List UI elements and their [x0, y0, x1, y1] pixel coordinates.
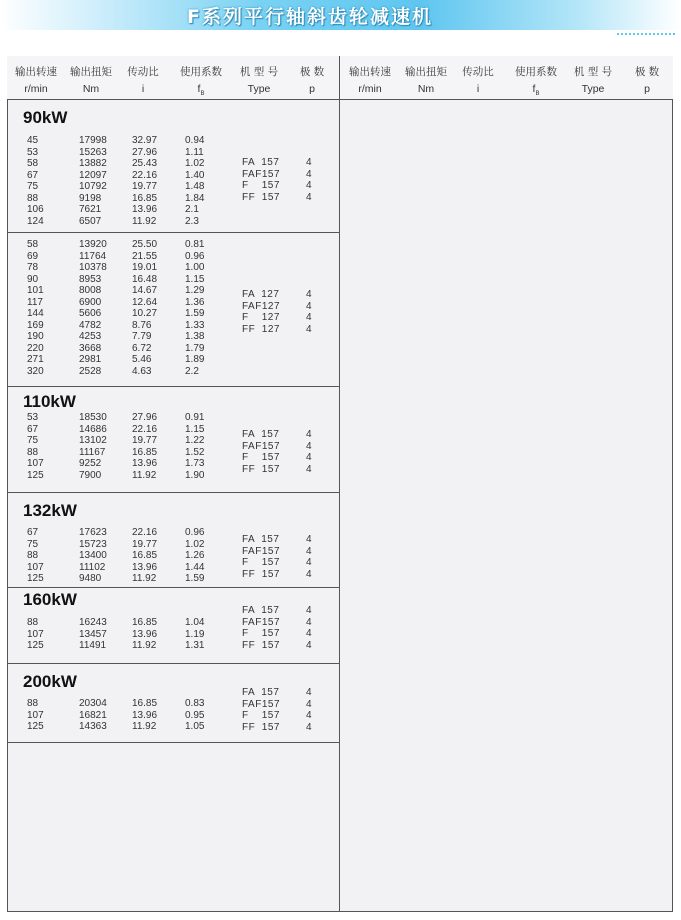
output-torque-cell: 9198: [79, 192, 102, 204]
pole-count-cell: 4: [306, 605, 312, 616]
header-cn-left-0: 输出转速: [15, 66, 57, 78]
output-torque-cell: 15723: [79, 538, 107, 550]
ratio-cell: 22.16: [132, 423, 158, 435]
output-torque-cell: 13920: [79, 239, 107, 250]
ratio-cell: 16.85: [132, 698, 158, 709]
service-factor-cell: 1.79: [185, 342, 205, 354]
model-row: [7, 169, 339, 181]
header-sub-right-3: B: [535, 91, 540, 98]
pole-count-cell: 4: [306, 568, 312, 580]
model-row: [7, 699, 339, 711]
model-row: [7, 157, 339, 169]
model-type-cell: FAF157: [242, 698, 281, 710]
output-speed-cell: 88: [27, 446, 39, 458]
output-speed-cell: 220: [27, 342, 44, 354]
output-speed-cell: 107: [27, 709, 44, 721]
ratio-cell: 13.96: [132, 458, 158, 469]
pole-count-cell: 4: [306, 698, 312, 710]
header-cn-left-2: 传动比: [127, 66, 159, 78]
model-row: [7, 628, 339, 640]
service-factor-cell: 1.73: [185, 458, 205, 469]
output-speed-cell: 53: [27, 146, 39, 158]
output-torque-cell: 9252: [79, 458, 102, 469]
output-torque-cell: 7900: [79, 469, 102, 481]
service-factor-cell: 1.52: [185, 446, 205, 458]
ratio-cell: 6.72: [132, 342, 152, 354]
output-torque-cell: 20304: [79, 698, 107, 709]
output-torque-cell: 16821: [79, 709, 107, 721]
model-type-cell: F 157: [242, 628, 280, 639]
service-factor-cell: 1.38: [185, 331, 205, 342]
power-rating: 110kW: [23, 392, 76, 411]
output-torque-cell: 12097: [79, 169, 107, 181]
ratio-cell: 13.96: [132, 628, 158, 640]
model-type-cell: FA 157: [242, 429, 280, 440]
model-type-cell: FF 127: [242, 323, 280, 335]
header-cn-left-4: 机 型 号: [239, 66, 279, 78]
model-type-cell: FAF157: [242, 616, 281, 628]
ratio-cell: 16.85: [132, 446, 158, 458]
service-factor-cell: 2.2: [185, 365, 199, 377]
ratio-cell: 16.48: [132, 273, 158, 285]
model-type-cell: FA 157: [242, 534, 280, 545]
service-factor-cell: 0.94: [185, 135, 205, 146]
output-speed-cell: 58: [27, 158, 39, 169]
power-rating: 200kW: [23, 672, 77, 691]
model-type-cell: FF 157: [242, 639, 280, 651]
model-type-cell: FF 157: [242, 568, 280, 580]
header-en-right-1: Nm: [417, 83, 435, 95]
output-torque-cell: 2528: [79, 365, 102, 377]
model-row: [7, 464, 339, 476]
output-speed-cell: 67: [27, 423, 39, 435]
service-factor-cell: 0.91: [185, 412, 205, 423]
ratio-cell: 14.67: [132, 285, 158, 296]
power-block: [7, 588, 339, 664]
model-type-cell: F 157: [242, 557, 280, 568]
ratio-cell: 21.55: [132, 250, 158, 262]
model-row: [7, 687, 339, 699]
output-speed-cell: 125: [27, 469, 44, 481]
model-row: [7, 301, 339, 313]
model-type-cell: FF 157: [242, 191, 280, 203]
table-column-divider: [339, 56, 340, 912]
output-speed-cell: 320: [27, 365, 44, 377]
ratio-cell: 25.43: [132, 158, 158, 169]
model-type-cell: F 157: [242, 180, 280, 191]
ratio-cell: 11.92: [132, 573, 157, 584]
output-torque-cell: 7621: [79, 204, 102, 215]
power-block: [7, 664, 339, 743]
ratio-cell: 27.96: [132, 146, 158, 158]
pole-count-cell: 4: [306, 312, 312, 323]
output-speed-cell: 78: [27, 262, 39, 273]
output-speed-cell: 67: [27, 527, 39, 538]
output-speed-cell: 45: [27, 135, 39, 146]
service-factor-cell: 1.59: [185, 573, 205, 584]
service-factor-cell: 1.84: [185, 192, 205, 204]
ratio-cell: 16.85: [132, 192, 158, 204]
power-rating: 132kW: [23, 501, 77, 520]
output-speed-cell: 67: [27, 169, 39, 181]
header-en-left-2: i: [141, 83, 145, 95]
model-type-cell: FAF157: [242, 440, 281, 452]
model-row: [7, 312, 339, 324]
output-speed-cell: 107: [27, 458, 44, 469]
model-row: [7, 324, 339, 336]
output-torque-cell: 15263: [79, 146, 107, 158]
output-speed-cell: 69: [27, 250, 39, 262]
pole-count-cell: 4: [306, 721, 312, 733]
output-speed-cell: 107: [27, 561, 44, 573]
header-en-left-4: Type: [247, 83, 271, 95]
service-factor-cell: 1.44: [185, 561, 205, 573]
ratio-cell: 8.76: [132, 319, 152, 331]
output-torque-cell: 16243: [79, 617, 107, 628]
service-factor-cell: 1.19: [185, 628, 205, 640]
service-factor-cell: 1.90: [185, 469, 205, 481]
table-header-right: [340, 56, 673, 100]
header-en-left-1: Nm: [82, 83, 100, 95]
model-row: [7, 180, 339, 192]
service-factor-cell: 1.31: [185, 640, 205, 651]
output-speed-cell: 125: [27, 573, 44, 584]
ratio-cell: 25.50: [132, 239, 158, 250]
power-rating: 160kW: [23, 590, 77, 609]
header-en-right-3: $f_B$: [532, 83, 540, 98]
page-title: F系列平行轴斜齿轮减速机: [187, 6, 433, 28]
output-speed-cell: 88: [27, 698, 39, 709]
header-en-left-3: $f_B$: [197, 83, 205, 98]
output-speed-cell: 75: [27, 435, 39, 446]
ratio-cell: 12.64: [132, 296, 158, 308]
output-speed-cell: 190: [27, 331, 44, 342]
pole-count-cell: 4: [306, 463, 312, 475]
service-factor-cell: 0.95: [185, 709, 205, 721]
service-factor-cell: 1.05: [185, 721, 205, 732]
output-torque-cell: 13400: [79, 550, 107, 561]
table-row: [7, 412, 339, 424]
model-type-cell: FA 127: [242, 289, 280, 300]
output-speed-cell: 125: [27, 640, 44, 651]
service-factor-cell: 1.02: [185, 538, 205, 550]
service-factor-cell: 2.3: [185, 215, 199, 227]
power-block: [7, 233, 339, 387]
service-factor-cell: 1.40: [185, 169, 205, 181]
output-torque-cell: 14686: [79, 423, 107, 435]
pole-count-cell: 4: [306, 180, 312, 191]
pole-count-cell: 4: [306, 545, 312, 557]
pole-count-cell: 4: [306, 289, 312, 300]
output-speed-cell: 106: [27, 204, 44, 215]
table-row: [7, 343, 339, 355]
output-speed-cell: 88: [27, 550, 39, 561]
service-factor-cell: 0.96: [185, 527, 205, 538]
pole-count-cell: 4: [306, 687, 312, 698]
pole-count-cell: 4: [306, 191, 312, 203]
output-torque-cell: 11491: [79, 640, 107, 651]
output-speed-cell: 124: [27, 215, 44, 227]
service-factor-cell: 1.33: [185, 319, 205, 331]
output-speed-cell: 107: [27, 628, 44, 640]
header-cn-left-3: 使用系数: [180, 66, 222, 78]
power-rating: 90kW: [23, 108, 68, 127]
pole-count-cell: 4: [306, 452, 312, 463]
power-block: [7, 493, 339, 588]
table-row: [7, 239, 339, 251]
service-factor-cell: 1.15: [185, 273, 205, 285]
output-torque-cell: 9480: [79, 573, 102, 584]
service-factor-cell: 0.81: [185, 239, 205, 250]
ratio-cell: 10.27: [132, 308, 158, 319]
ratio-cell: 11.92: [132, 469, 157, 481]
ratio-cell: 19.77: [132, 538, 158, 550]
service-factor-cell: 1.89: [185, 354, 205, 365]
output-torque-cell: 13102: [79, 435, 107, 446]
output-torque-cell: 8008: [79, 285, 102, 296]
output-torque-cell: 11102: [79, 561, 106, 573]
header-en-left-0: r/min: [24, 83, 48, 95]
table-row: [7, 251, 339, 263]
output-speed-cell: 53: [27, 412, 39, 423]
service-factor-cell: 1.04: [185, 617, 205, 628]
model-type-cell: FF 157: [242, 721, 280, 733]
pole-count-cell: 4: [306, 429, 312, 440]
header-en-right-2: i: [476, 83, 480, 95]
output-torque-cell: 8953: [79, 273, 102, 285]
header-cn-right-1: 输出扭矩: [405, 66, 447, 78]
model-type-cell: FAF127: [242, 300, 281, 312]
output-torque-cell: 17623: [79, 527, 107, 538]
service-factor-cell: 1.02: [185, 158, 205, 169]
ratio-cell: 16.85: [132, 550, 158, 561]
table-row: [7, 366, 339, 378]
output-torque-cell: 4782: [79, 319, 102, 331]
service-factor-cell: 1.26: [185, 550, 205, 561]
model-type-cell: FA 157: [242, 687, 280, 698]
header-en-right-5: p: [644, 83, 650, 95]
ratio-cell: 22.16: [132, 169, 158, 181]
ratio-cell: 19.01: [132, 262, 158, 273]
service-factor-cell: 1.00: [185, 262, 205, 273]
table-header-left: [7, 56, 339, 100]
output-speed-cell: 90: [27, 273, 39, 285]
output-torque-cell: 14363: [79, 721, 107, 732]
service-factor-cell: 0.96: [185, 250, 205, 262]
pole-count-cell: 4: [306, 440, 312, 452]
header-cn-left-5: 极 数: [299, 66, 325, 78]
header-cn-right-3: 使用系数: [515, 66, 557, 78]
model-type-cell: FF 157: [242, 463, 280, 475]
output-speed-cell: 169: [27, 319, 44, 331]
pole-count-cell: 4: [306, 157, 312, 168]
model-row: [7, 617, 339, 629]
pole-count-cell: 4: [306, 300, 312, 312]
output-speed-cell: 88: [27, 617, 39, 628]
output-torque-cell: 11167: [79, 446, 106, 458]
output-torque-cell: 6507: [79, 215, 102, 227]
header-en-right-4: Type: [581, 83, 605, 95]
output-torque-cell: 2981: [79, 354, 102, 365]
model-row: [7, 605, 339, 617]
corner-decoration: [617, 33, 675, 39]
pole-count-cell: 4: [306, 323, 312, 335]
header-cn-right-2: 传动比: [462, 66, 494, 78]
pole-count-cell: 4: [306, 557, 312, 568]
model-row: [7, 192, 339, 204]
header-cn-left-1: 输出扭矩: [70, 66, 112, 78]
output-torque-cell: 11764: [79, 250, 107, 262]
ratio-cell: 5.46: [132, 354, 152, 365]
table-row: [7, 216, 339, 228]
output-speed-cell: 271: [27, 354, 44, 365]
model-type-cell: FAF157: [242, 168, 281, 180]
output-speed-cell: 117: [27, 296, 43, 308]
model-row: [7, 534, 339, 546]
model-type-cell: FAF157: [242, 545, 281, 557]
output-torque-cell: 5606: [79, 308, 102, 319]
output-torque-cell: 3668: [79, 342, 102, 354]
model-type-cell: F 127: [242, 312, 280, 323]
table-row: [7, 354, 339, 366]
pole-count-cell: 4: [306, 628, 312, 639]
pole-count-cell: 4: [306, 616, 312, 628]
ratio-cell: 13.96: [132, 561, 158, 573]
service-factor-cell: 1.29: [185, 285, 205, 296]
service-factor-cell: 0.83: [185, 698, 205, 709]
ratio-cell: 4.63: [132, 365, 152, 377]
output-torque-cell: 13457: [79, 628, 107, 640]
service-factor-cell: 2.1: [185, 204, 199, 215]
model-row: [7, 546, 339, 558]
header-cn-right-4: 机 型 号: [573, 66, 613, 78]
service-factor-cell: 1.15: [185, 423, 205, 435]
output-speed-cell: 75: [27, 181, 39, 192]
output-torque-cell: 13882: [79, 158, 107, 169]
pole-count-cell: 4: [306, 639, 312, 651]
output-torque-cell: 6900: [79, 296, 102, 308]
service-factor-cell: 1.48: [185, 181, 205, 192]
pole-count-cell: 4: [306, 168, 312, 180]
table-row: [7, 204, 339, 216]
ratio-cell: 27.96: [132, 412, 158, 423]
model-type-cell: F 157: [242, 452, 280, 463]
ratio-cell: 22.16: [132, 527, 158, 538]
ratio-cell: 13.96: [132, 204, 158, 215]
service-factor-cell: 1.11: [185, 146, 204, 158]
ratio-cell: 7.79: [132, 331, 152, 342]
ratio-cell: 11.92: [132, 640, 157, 651]
header-en-left-5: p: [309, 83, 315, 95]
output-torque-cell: 4253: [79, 331, 102, 342]
ratio-cell: 16.85: [132, 617, 158, 628]
table-row: [7, 262, 339, 274]
output-speed-cell: 125: [27, 721, 44, 732]
output-speed-cell: 101: [27, 285, 44, 296]
header-sub-left-3: B: [200, 91, 205, 98]
output-torque-cell: 17998: [79, 135, 107, 146]
pole-count-cell: 4: [306, 534, 312, 545]
service-factor-cell: 1.22: [185, 435, 205, 446]
output-speed-cell: 144: [27, 308, 44, 319]
table-row: [7, 274, 339, 286]
service-factor-cell: 1.59: [185, 308, 205, 319]
table-row: [7, 135, 339, 147]
output-speed-cell: 58: [27, 239, 39, 250]
header-cn-right-5: 极 数: [634, 66, 660, 78]
model-row: [7, 429, 339, 441]
output-torque-cell: 10378: [79, 262, 107, 273]
output-torque-cell: 10792: [79, 181, 107, 192]
pole-count-cell: 4: [306, 710, 312, 721]
ratio-cell: 11.92: [132, 215, 157, 227]
output-speed-cell: 88: [27, 192, 39, 204]
model-row: [7, 640, 339, 652]
power-block: [7, 100, 339, 233]
ratio-cell: 32.97: [132, 135, 158, 146]
model-type-cell: F 157: [242, 710, 280, 721]
output-torque-cell: 18530: [79, 412, 107, 423]
header-en-right-0: r/min: [358, 83, 382, 95]
service-factor-cell: 1.36: [185, 296, 205, 308]
model-type-cell: FA 157: [242, 157, 280, 168]
model-type-cell: FA 157: [242, 605, 280, 616]
model-row: [7, 289, 339, 301]
ratio-cell: 13.96: [132, 709, 158, 721]
ratio-cell: 19.77: [132, 435, 158, 446]
model-row: [7, 557, 339, 569]
model-row: [7, 722, 339, 734]
model-row: [7, 452, 339, 464]
header-cn-right-0: 输出转速: [349, 66, 391, 78]
ratio-cell: 19.77: [132, 181, 158, 192]
model-row: [7, 441, 339, 453]
output-speed-cell: 75: [27, 538, 39, 550]
power-block: [7, 387, 339, 493]
ratio-cell: 11.92: [132, 721, 157, 732]
model-row: [7, 710, 339, 722]
model-row: [7, 569, 339, 581]
